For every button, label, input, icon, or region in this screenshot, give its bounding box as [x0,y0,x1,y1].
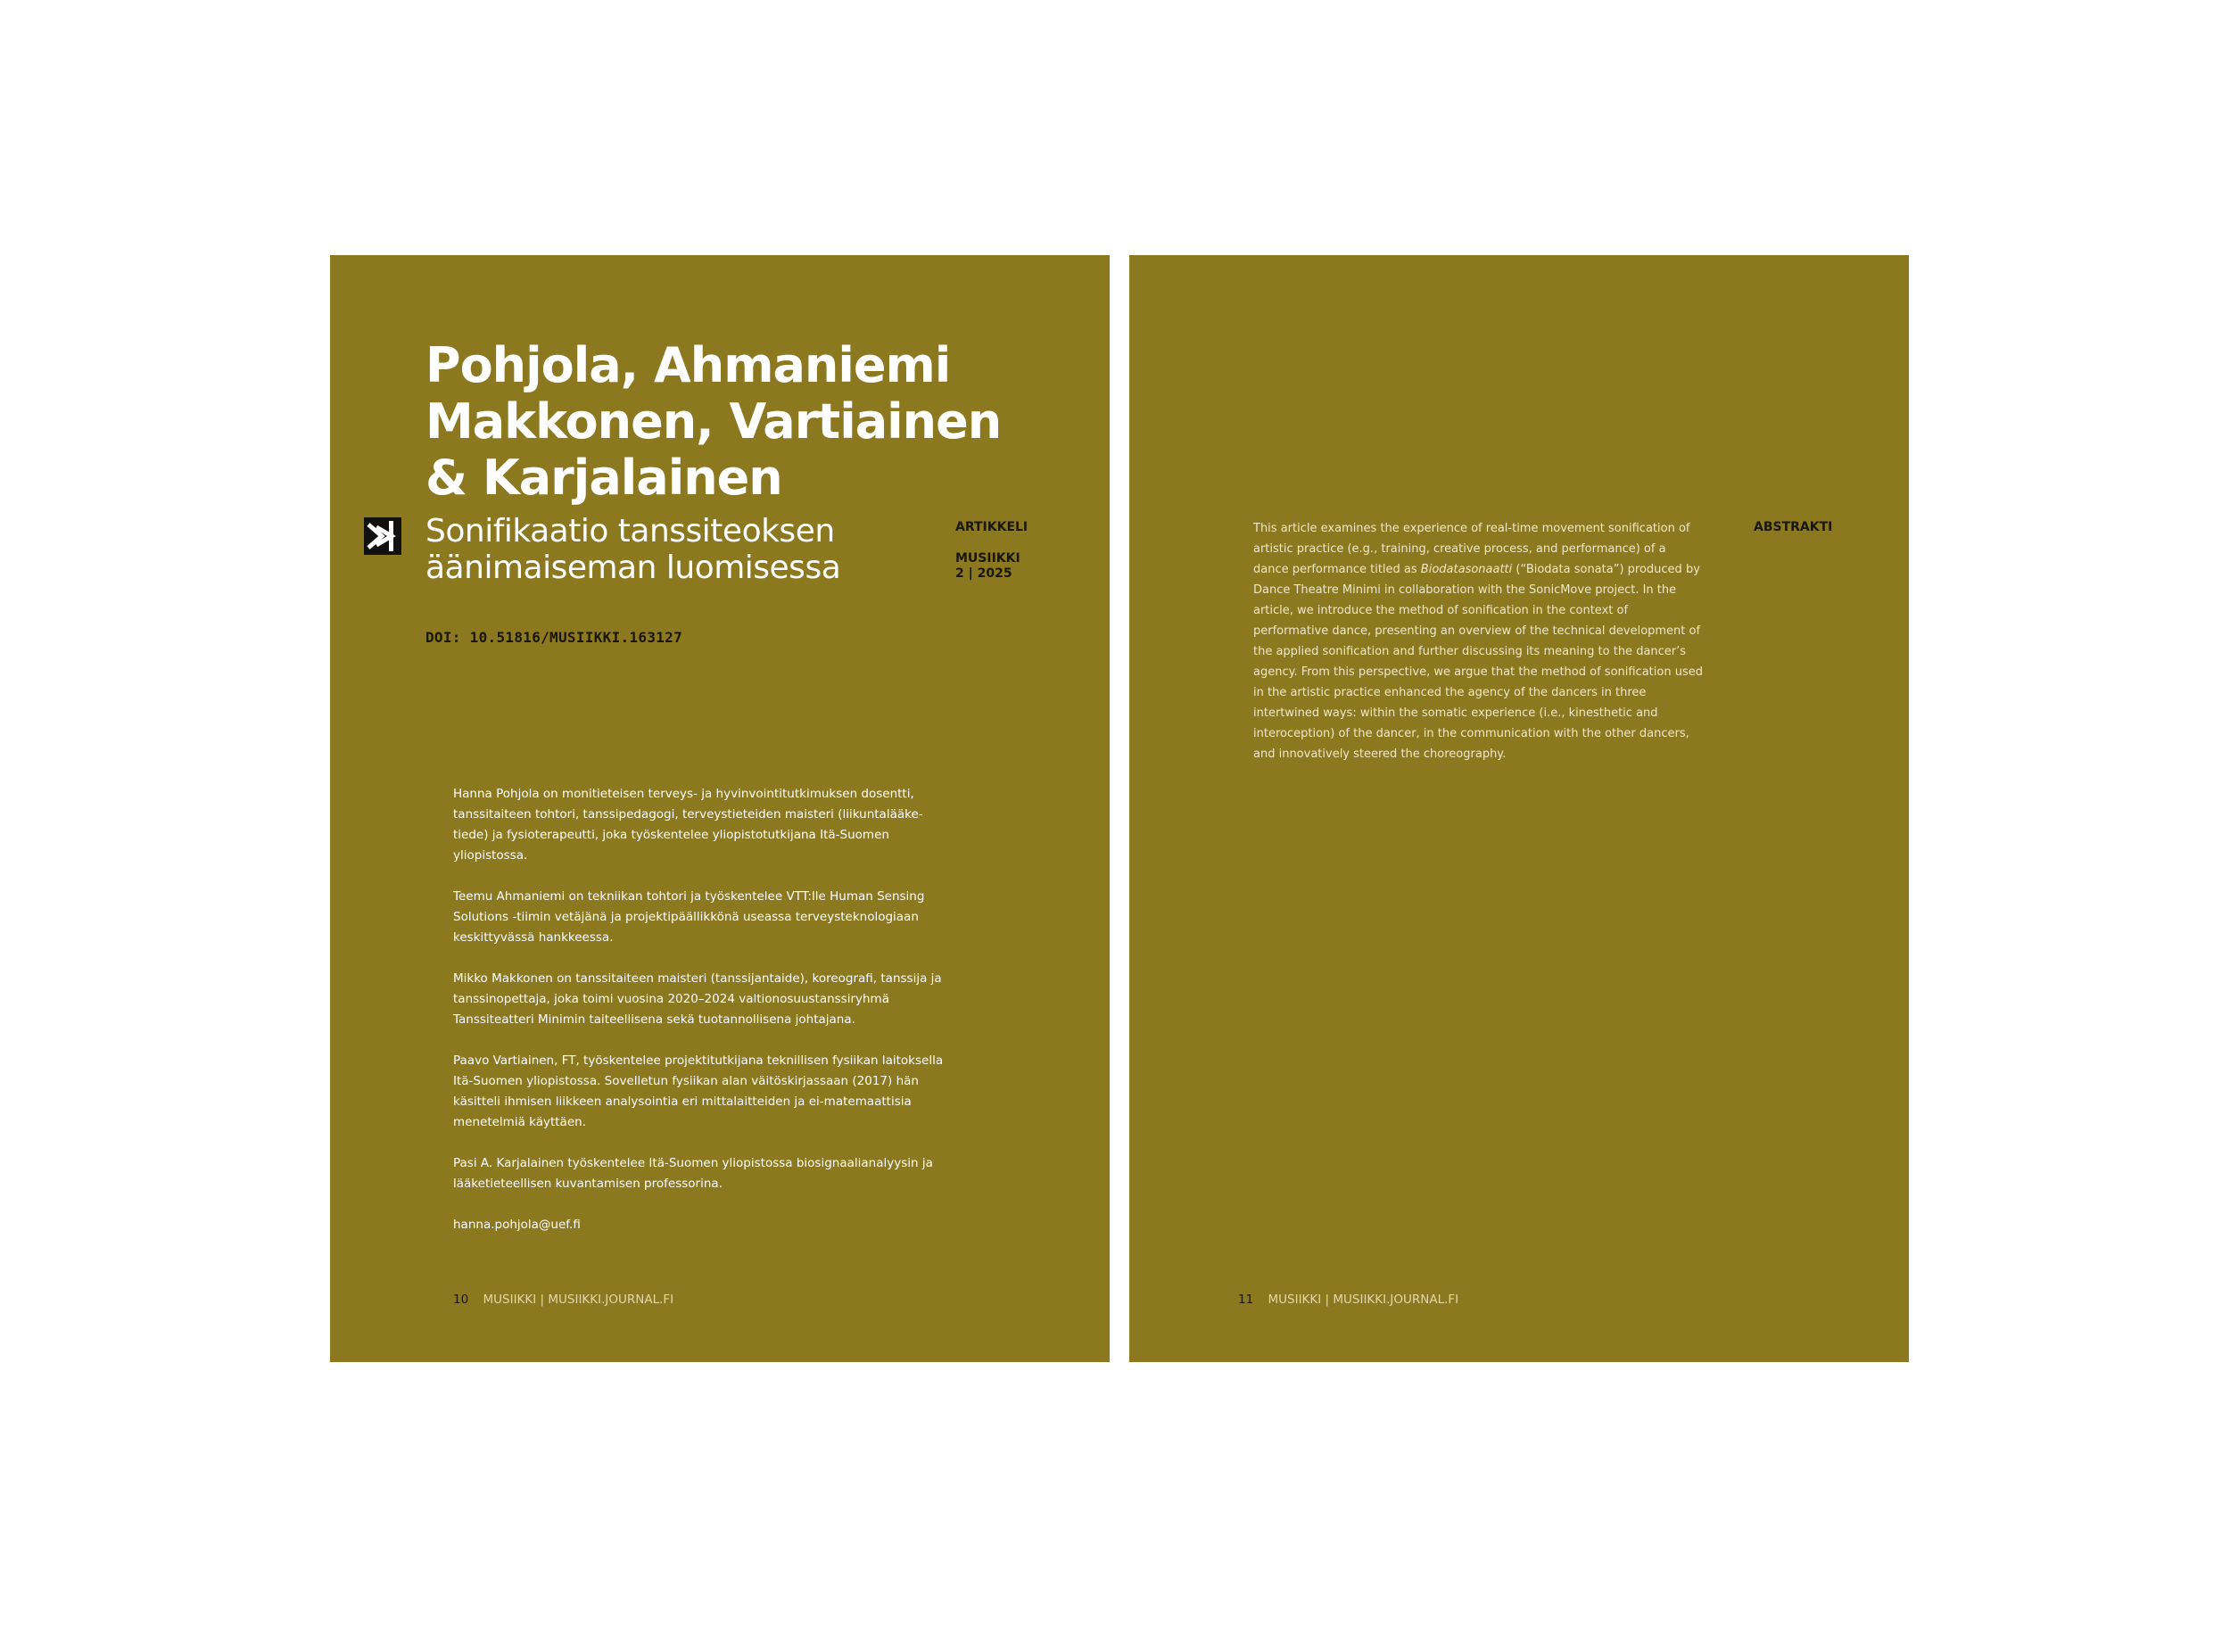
article-subtitle: Sonifikaatio tanssiteoksen äänimaiseman luomisessa [425,513,841,586]
bio-paragraph: Pasi A. Karjalainen työskentelee Itä-Suomen yliopistossa biosignaalianalyysin ja lääketieteellisen kuvantamisen professorina. [453,1156,933,1191]
bio-paragraph: Teemu Ahmaniemi on tekniikan tohtori ja työskentelee VTT:lle Human Sensing Solutions -tiimin vetäjänä ja projektipäällikkönä useassa terveysteknologiaan keskittyvässä hankkeessa. [453,889,925,945]
doi: DOI: 10.51816/MUSIIKKI.163127 [425,629,683,646]
author-bios [453,784,944,1256]
bio-paragraph: Paavo Vartiainen, FT, työskentelee projektitutkijana teknillisen fysiikan laitoksella Itä-Suomen yliopistossa. Sovelletun fysiikan alan väitöskirjassaan (2017) hän käsitteli ihmisen liikkeen analysointia eri mittalaitteiden ja ei-matemaattisia menetelmiä käyttäen. [453,1053,944,1129]
page-footer [453,1293,673,1308]
bio-paragraph: Mikko Makkonen on tanssitaiteen maisteri (tanssijantaide), koreografi, tanssija ja tanssinopettaja, joka toimi vuosina 2020–2024 valtionosuustanssiryhmä Tanssiteatteri Minimin taiteellisena sekä tuotannollisena johtajana. [453,971,942,1027]
arrow-right-icon [364,517,401,555]
abstract-text-part: (“Biodata sonata”) produced by Dance Theatre Minimi in collaboration with the SonicMove project. In the article, we introduce the method of sonification in the context of performative dance, presenting an overview of the technical development of the applied sonification and further discussing its meaning to the dancer’s agency. From this perspective, we argue that the method of sonification used in the artistic practice enhanced the agency of the dancers in three intertwined ways: within the somatic experience (i.e., kinesthetic and interoception) of the dancer, in the communication with the other dancers, and innovatively steered the choreography. [1253,563,1703,761]
contact-email[interactable]: hanna.pohjola@uef.fi [453,1218,581,1232]
journal-url: MUSIIKKI | MUSIIKKI.JOURNAL.FI [1268,1293,1459,1307]
abstract-text [1253,518,1704,764]
journal-issue: 2 | 2025 [955,566,1012,581]
abstract-text-part: This article examines the experience of real-time movement sonification of artistic practice (e.g., training, creative process, and performance) of a dance performance titled as [1253,522,1690,576]
authors-title: Pohjola, Ahmaniemi Makkonen, Vartiainen & Karjalainen [425,337,1002,506]
left-page [330,255,1110,1362]
page-footer [1238,1293,1458,1308]
right-page [1129,255,1909,1362]
section-label: ABSTRAKTI [1754,520,1833,534]
journal-issue-label [955,551,1020,582]
section-label: ARTIKKELI [955,520,1028,534]
page-number: 10 [453,1293,469,1307]
bio-paragraph: Hanna Pohjola on monitieteisen terveys- ja hyvinvointitutkimuksen dosentti, tanssitaiteen tohtori, tanssipedagogi, terveystieteiden maisteri (liikuntalääke- tiede) ja fysioterapeutti, joka työskentelee yliopistotutkijana Itä-Suomen yliopistossa. [453,787,923,863]
page-number: 11 [1238,1293,1254,1307]
journal-url: MUSIIKKI | MUSIIKKI.JOURNAL.FI [483,1293,674,1307]
journal-name: MUSIIKKI [955,551,1020,566]
abstract-title-italic: Biodatasonaatti [1420,563,1513,576]
